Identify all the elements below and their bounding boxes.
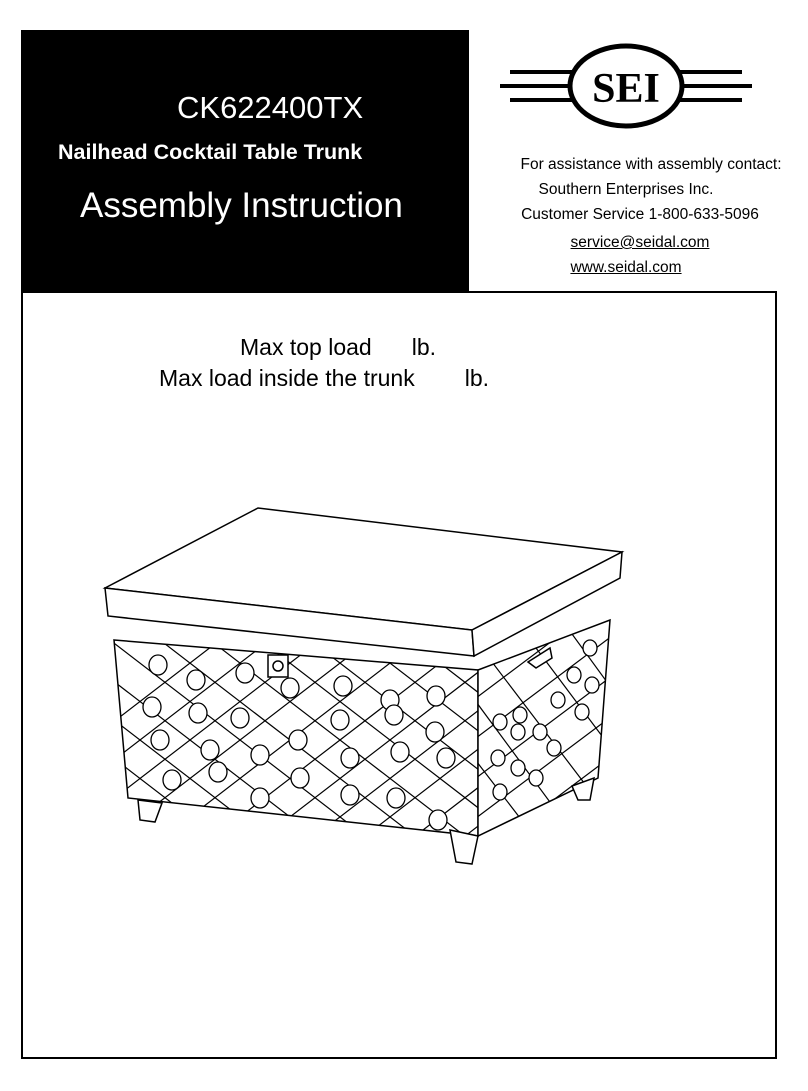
max-inside-load-label: Max load inside the trunk (159, 365, 415, 391)
product-name: Nailhead Cocktail Table Trunk (58, 140, 363, 164)
logo-text: SEI (592, 66, 660, 112)
max-inside-load-unit: lb. (464, 365, 489, 391)
email-link[interactable]: service@seidal.com (570, 234, 710, 251)
max-top-load (240, 334, 436, 361)
lock-clasp (268, 655, 288, 677)
trunk-illustration (100, 500, 640, 870)
company-name: Southern Enterprises Inc. (538, 181, 714, 198)
front-right-leg (450, 830, 478, 864)
front-left-leg (138, 800, 162, 822)
max-top-load-label: Max top load (240, 334, 372, 360)
max-inside-load (159, 365, 489, 392)
contact-info (470, 152, 808, 280)
model-number: CK622400TX (177, 90, 364, 125)
sei-logo (496, 42, 756, 130)
contact-intro: For assistance with assembly contact: (520, 156, 782, 173)
title-block (21, 30, 469, 292)
max-top-load-unit: lb. (411, 334, 436, 360)
document-title: Assembly Instruction (80, 186, 403, 225)
phone-line: Customer Service 1-800-633-5096 (521, 206, 759, 223)
website-link[interactable]: www.seidal.com (570, 259, 682, 276)
